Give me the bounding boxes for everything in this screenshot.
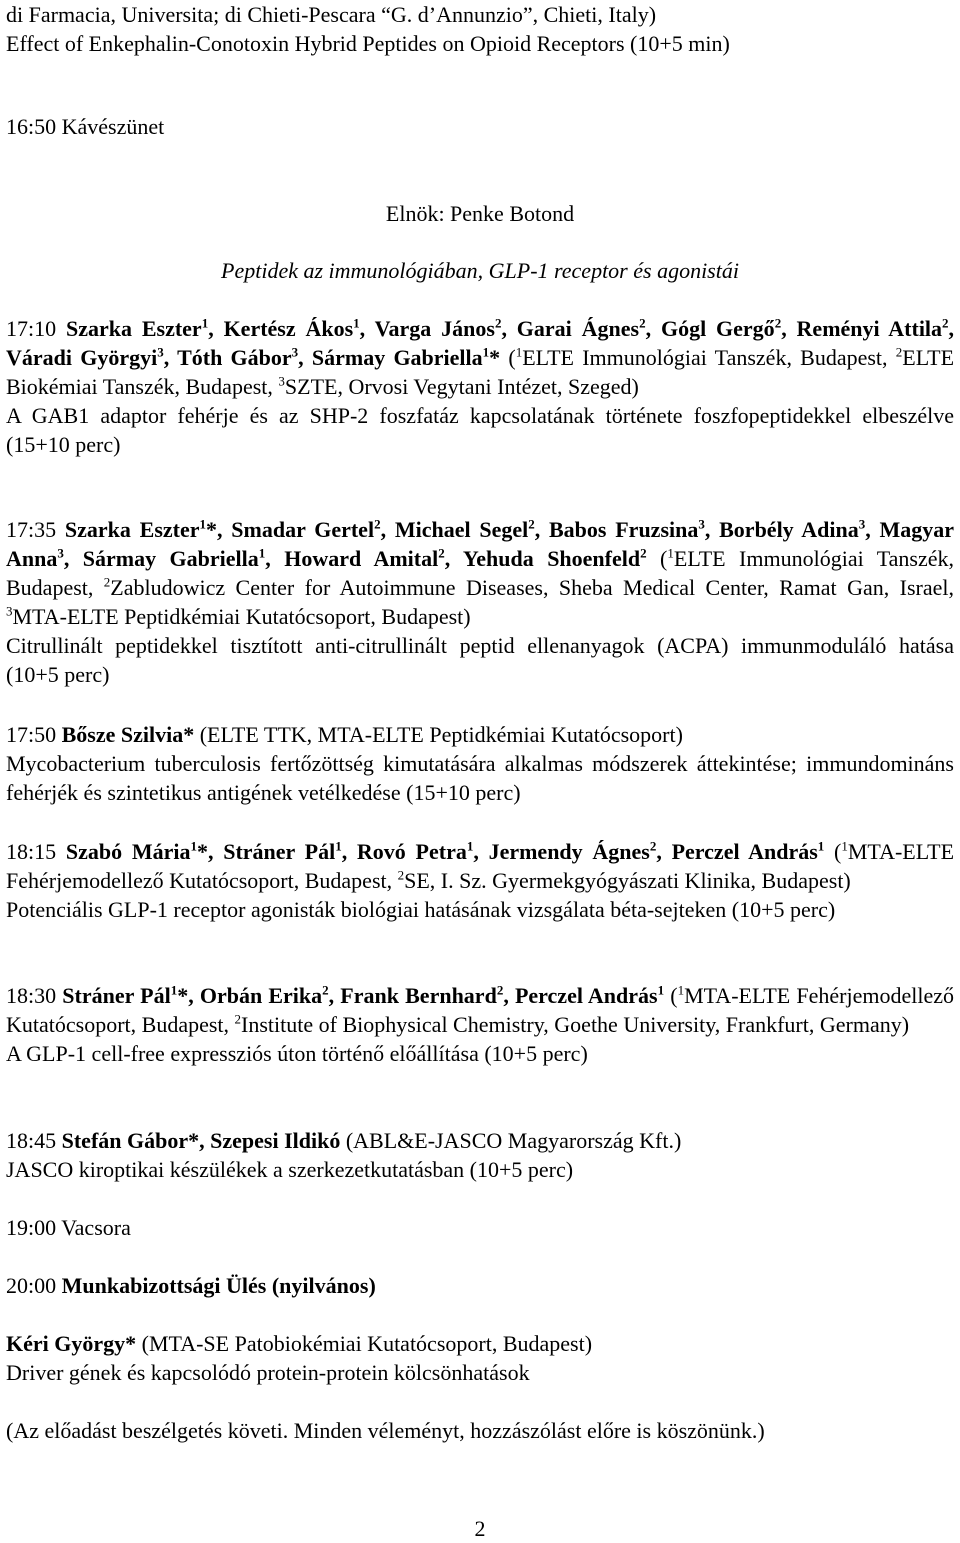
affiliation-text: MTA-ELTE Fehérjemodellező Kutatócsoport, Budapest, (6, 983, 955, 1037)
keynote-speaker: Kéri György* (6, 1331, 137, 1356)
talk-title: Potenciális GLP-1 receptor agonisták biológiai hatásának vizsgálata béta-sejteken (10+5 perc) (6, 897, 836, 922)
author-name: Magyar Anna (6, 517, 954, 571)
talk-entry: 17:10 Szarka Eszter$^1$, Kertész Ákos$^1$, Varga János$^2$, Garai Ágnes$^2$, Gógl Gergő$^2$, Reményi Attila$^2$, Váradi Györgyi$^3$, Tóth Gábor$^3$, Sármay Gabriella$^1$* ($^1$ELTE Immunológiai Tanszék, Budapest, $^2$ELTE Biokémiai Tanszék, Budapest, $^3$SZTE, Orvosi Vegytani Intézet, Szeged) A GAB1 adaptor fehérje és az SHP-2 foszfatáz kapcsolatának története foszfopeptidekkel elbeszélve (15+10 perc) (6, 315, 955, 457)
author-name: Perczel András (671, 839, 818, 864)
talk-entry: 18:30 Stráner Pál$^1$*, Orbán Erika$^2$, Frank Bernhard$^2$, Perczel András$^1$ ($^1$MTA-ELTE Fehérjemodellező Kutatócsoport, Budapest, $^2$Institute of Biophysical Chemistry, Goethe University, Frankfurt, Germany) A GLP-1 cell-free expressziós úton történő előállítása (10+5 perc) (6, 982, 955, 1066)
talk-title: Citrullinált peptidekkel tisztított anti-citrullinált peptid ellenanyagok (ACPA) immunmoduláló hatása (10+5 perc) (6, 633, 954, 687)
talk-entry: 18:45 Stefán Gábor*, Szepesi Ildikó (ABL&E-JASCO Magyarország Kft.) JASCO kiroptikai készülékek a szerkezetkutatásban (10+5 perc) (6, 1126, 954, 1184)
author-affiliation-mark: 2 (494, 315, 502, 331)
author-name: Kertész Ákos (223, 316, 354, 341)
talk-time: 17:35 (6, 517, 57, 542)
author-name: Stráner Pál (223, 839, 336, 864)
author-affiliation-mark: 2 (639, 315, 646, 331)
author-affiliation-mark: 2 (640, 545, 647, 561)
session-topic: Peptidek az immunológiában, GLP-1 receptor és agonistái (221, 258, 739, 283)
author-affiliation-mark: 3 (157, 344, 164, 360)
author-affiliation-mark: 2 (374, 516, 381, 532)
affiliation-open-paren: ( (834, 839, 842, 864)
author-name: Yehuda Shoenfeld (462, 546, 641, 571)
author-affiliation-mark: 1 (466, 838, 474, 854)
author-affiliation-mark: 3 (291, 344, 299, 360)
talk-affiliation: (ELTE TTK, MTA-ELTE Peptidkémiai Kutatócsoport) (199, 722, 683, 747)
talk-title: A GLP-1 cell-free expressziós úton történő előállítása (10+5 perc) (6, 1041, 588, 1066)
page-number: 2 (474, 1516, 486, 1541)
talk-title: A GAB1 adaptor fehérje és az SHP-2 foszfatáz kapcsolatának története foszfopeptidekkel elbeszélve (15+10 perc) (6, 403, 954, 457)
author-name: Frank Bernhard (340, 983, 497, 1008)
affiliation-text: Zabludowicz Center for Autoimmune Diseases, Sheba Medical Center, Ramat Gan, Israel, (110, 575, 954, 600)
session-chair: Elnök: Penke Botond (385, 201, 575, 226)
author-affiliation-mark: 3 (698, 516, 705, 532)
keynote-title: Driver gének és kapcsolódó protein-protein kölcsönhatások (6, 1360, 530, 1385)
dinner: 19:00 Vacsora (6, 1215, 131, 1240)
affiliation-mark: 2 (895, 344, 903, 360)
previous-talk-continuation (6, 0, 954, 58)
affiliation-mark: 3 (6, 603, 13, 619)
meeting-time: 20:00 (6, 1273, 57, 1298)
author-affiliation-mark: 3 (57, 545, 64, 561)
keynote-talk (6, 1329, 954, 1387)
author-name: Szarka Eszter (64, 517, 200, 542)
author-name: Varga János (374, 316, 495, 341)
author-name: Jermendy Ágnes (488, 839, 650, 864)
corresponding-author-mark: * (196, 839, 208, 864)
affiliation-mark: 2 (397, 867, 405, 883)
author-affiliation-mark: 1 (170, 982, 178, 998)
author-affiliation-mark: 1 (201, 315, 209, 331)
author-name: Sármay Gabriella (311, 345, 483, 370)
talk-time: 17:10 (6, 316, 57, 341)
keynote-affiliation: (MTA-SE Patobiokémiai Kutatócsoport, Budapest) (141, 1331, 593, 1356)
talk-entry: 18:15 Szabó Mária$^1$*, Stráner Pál$^1$, Rovó Petra$^1$, Jermendy Ágnes$^2$, Perczel András$^1$ ($^1$MTA-ELTE Fehérjemodellező Kutatócsoport, Budapest, $^2$SE, I. Sz. Gyermekgyógyászati Klinika, Budapest) Potenciális GLP-1 receptor agonisták biológiai hatásának vizsgálata béta-sejteken (10+5 perc) (6, 838, 955, 922)
author-name: Szabó Mária (65, 839, 191, 864)
author-affiliation-mark: 2 (322, 982, 329, 998)
affiliation-mark: 1 (677, 982, 685, 998)
closing-note: (Az előadást beszélgetés követi. Minden véleményt, hozzászólást előre is köszönünk.) (6, 1418, 765, 1443)
corresponding-author-mark: * (183, 722, 195, 747)
previous-talk-affiliation: di Farmacia, Universita; di Chieti-Pescara “G. d’Annunzio”, Chieti, Italy) (6, 2, 657, 27)
author-name: Perczel András (514, 983, 658, 1008)
author-name: Bősze Szilvia (61, 722, 184, 747)
author-affiliation-mark: 2 (942, 315, 949, 331)
talk-time: 18:30 (6, 983, 57, 1008)
talk-title: Mycobacterium tuberculosis fertőzöttség kimutatására alkalmas módszerek áttekintése; immundomináns fehérjék és szintetikus antigének vetélkedése (15+10 perc) (6, 751, 954, 805)
affiliation-text: MTA-ELTE Peptidkémiai Kutatócsoport, Budapest) (12, 604, 471, 629)
author-affiliation-mark: 1 (190, 838, 197, 854)
affiliation-mark: 1 (515, 344, 523, 360)
author-name: Váradi Györgyi (6, 345, 158, 370)
previous-talk-title: Effect of Enkephalin-Conotoxin Hybrid Peptides on Opioid Receptors (10+5 min) (6, 31, 730, 56)
author-affiliation-mark: 1 (657, 982, 665, 998)
author-affiliation-mark: 1 (353, 315, 360, 331)
author-affiliation-mark: 2 (774, 315, 782, 331)
affiliation-text: ELTE Immunológiai Tanszék, Budapest, (522, 345, 896, 370)
author-affiliation-mark: 1 (258, 545, 266, 561)
author-affiliation-mark: 1 (335, 838, 342, 854)
author-name: Stefán Gábor (61, 1128, 189, 1153)
author-name: Garai Ágnes (516, 316, 640, 341)
affiliation-text: MTA-ELTE Fehérjemodellező Kutatócsoport, Budapest, (6, 839, 955, 893)
corresponding-author-mark: * (188, 1128, 200, 1153)
corresponding-author-mark: * (489, 345, 501, 370)
author-affiliation-mark: 2 (496, 982, 504, 998)
affiliation-mark: 1 (667, 545, 674, 561)
author-name: Rovó Petra (356, 839, 467, 864)
affiliation-open-paren: ( (670, 983, 678, 1008)
meeting-title: Munkabizottsági Ülés (nyilvános) (61, 1273, 376, 1298)
author-name: Szepesi Ildikó (210, 1128, 341, 1153)
author-name: Sármay Gabriella (82, 546, 259, 571)
affiliation-text: Institute of Biophysical Chemistry, Goethe University, Frankfurt, Germany) (241, 1012, 910, 1037)
affiliation-mark: 2 (234, 1011, 242, 1027)
affiliation-text: ELTE Immunológiai Tanszék, Budapest, (6, 546, 954, 600)
talk-affiliation: (ABL&E-JASCO Magyarország Kft.) (345, 1128, 682, 1153)
author-name: Reményi Attila (796, 316, 943, 341)
affiliation-mark: 1 (841, 838, 848, 854)
author-name: Tóth Gábor (177, 345, 292, 370)
author-name: Stráner Pál (62, 983, 171, 1008)
author-affiliation-mark: 2 (649, 838, 657, 854)
corresponding-author-mark: * (206, 517, 218, 542)
affiliation-mark: 3 (278, 373, 285, 389)
author-name: Orbán Erika (199, 983, 323, 1008)
author-name: Gógl Gergő (660, 316, 775, 341)
affiliation-text: ELTE Biokémiai Tanszék, Budapest, (6, 345, 955, 399)
author-name: Smadar Gertel (231, 517, 375, 542)
talk-entry: 17:35 Szarka Eszter$^1$*, Smadar Gertel$^2$, Michael Segel$^2$, Babos Fruzsina$^3$, Borbély Adina$^3$, Magyar Anna$^3$, Sármay Gabriella$^1$, Howard Amital$^2$, Yehuda Shoenfeld$^2$ ($^1$ELTE Immunológiai Tanszék, Budapest, $^2$Zabludowicz Center for Autoimmune Diseases, Sheba Medical Center, Ramat Gan, Israel, $^3$MTA-ELTE Peptidkémiai Kutatócsoport, Budapest) Citrullinált peptidekkel tisztított anti-citrullinált peptid ellenanyagok (ACPA) immunmoduláló hatása (10+5 perc) (6, 516, 954, 687)
talk-title: JASCO kiroptikai készülékek a szerkezetkutatásban (10+5 perc) (6, 1157, 574, 1182)
affiliation-mark: 2 (103, 574, 111, 590)
author-affiliation-mark: 1 (199, 516, 207, 532)
affiliation-open-paren: ( (660, 546, 668, 571)
talk-time: 18:45 (6, 1128, 57, 1153)
talk-time: 18:15 (6, 839, 57, 864)
author-name: Babos Fruzsina (549, 517, 699, 542)
author-name: Howard Amital (284, 546, 439, 571)
talk-entry (6, 720, 954, 807)
author-name: Michael Segel (394, 517, 529, 542)
author-affiliation-mark: 1 (817, 838, 825, 854)
affiliation-text: SE, I. Sz. Gyermekgyógyászati Klinika, Budapest) (404, 868, 851, 893)
corresponding-author-mark: * (177, 983, 189, 1008)
author-affiliation-mark: 1 (482, 344, 490, 360)
author-affiliation-mark: 2 (438, 545, 445, 561)
coffee-break: 16:50 Kávészünet (6, 114, 165, 139)
committee-meeting (6, 1271, 954, 1300)
affiliation-open-paren: ( (508, 345, 516, 370)
affiliation-text: SZTE, Orvosi Vegytani Intézet, Szeged) (284, 374, 639, 399)
author-affiliation-mark: 3 (858, 516, 866, 532)
author-name: Borbély Adina (719, 517, 859, 542)
author-affiliation-mark: 2 (528, 516, 535, 532)
author-name: Szarka Eszter (65, 316, 202, 341)
talk-time: 17:50 (6, 722, 57, 747)
